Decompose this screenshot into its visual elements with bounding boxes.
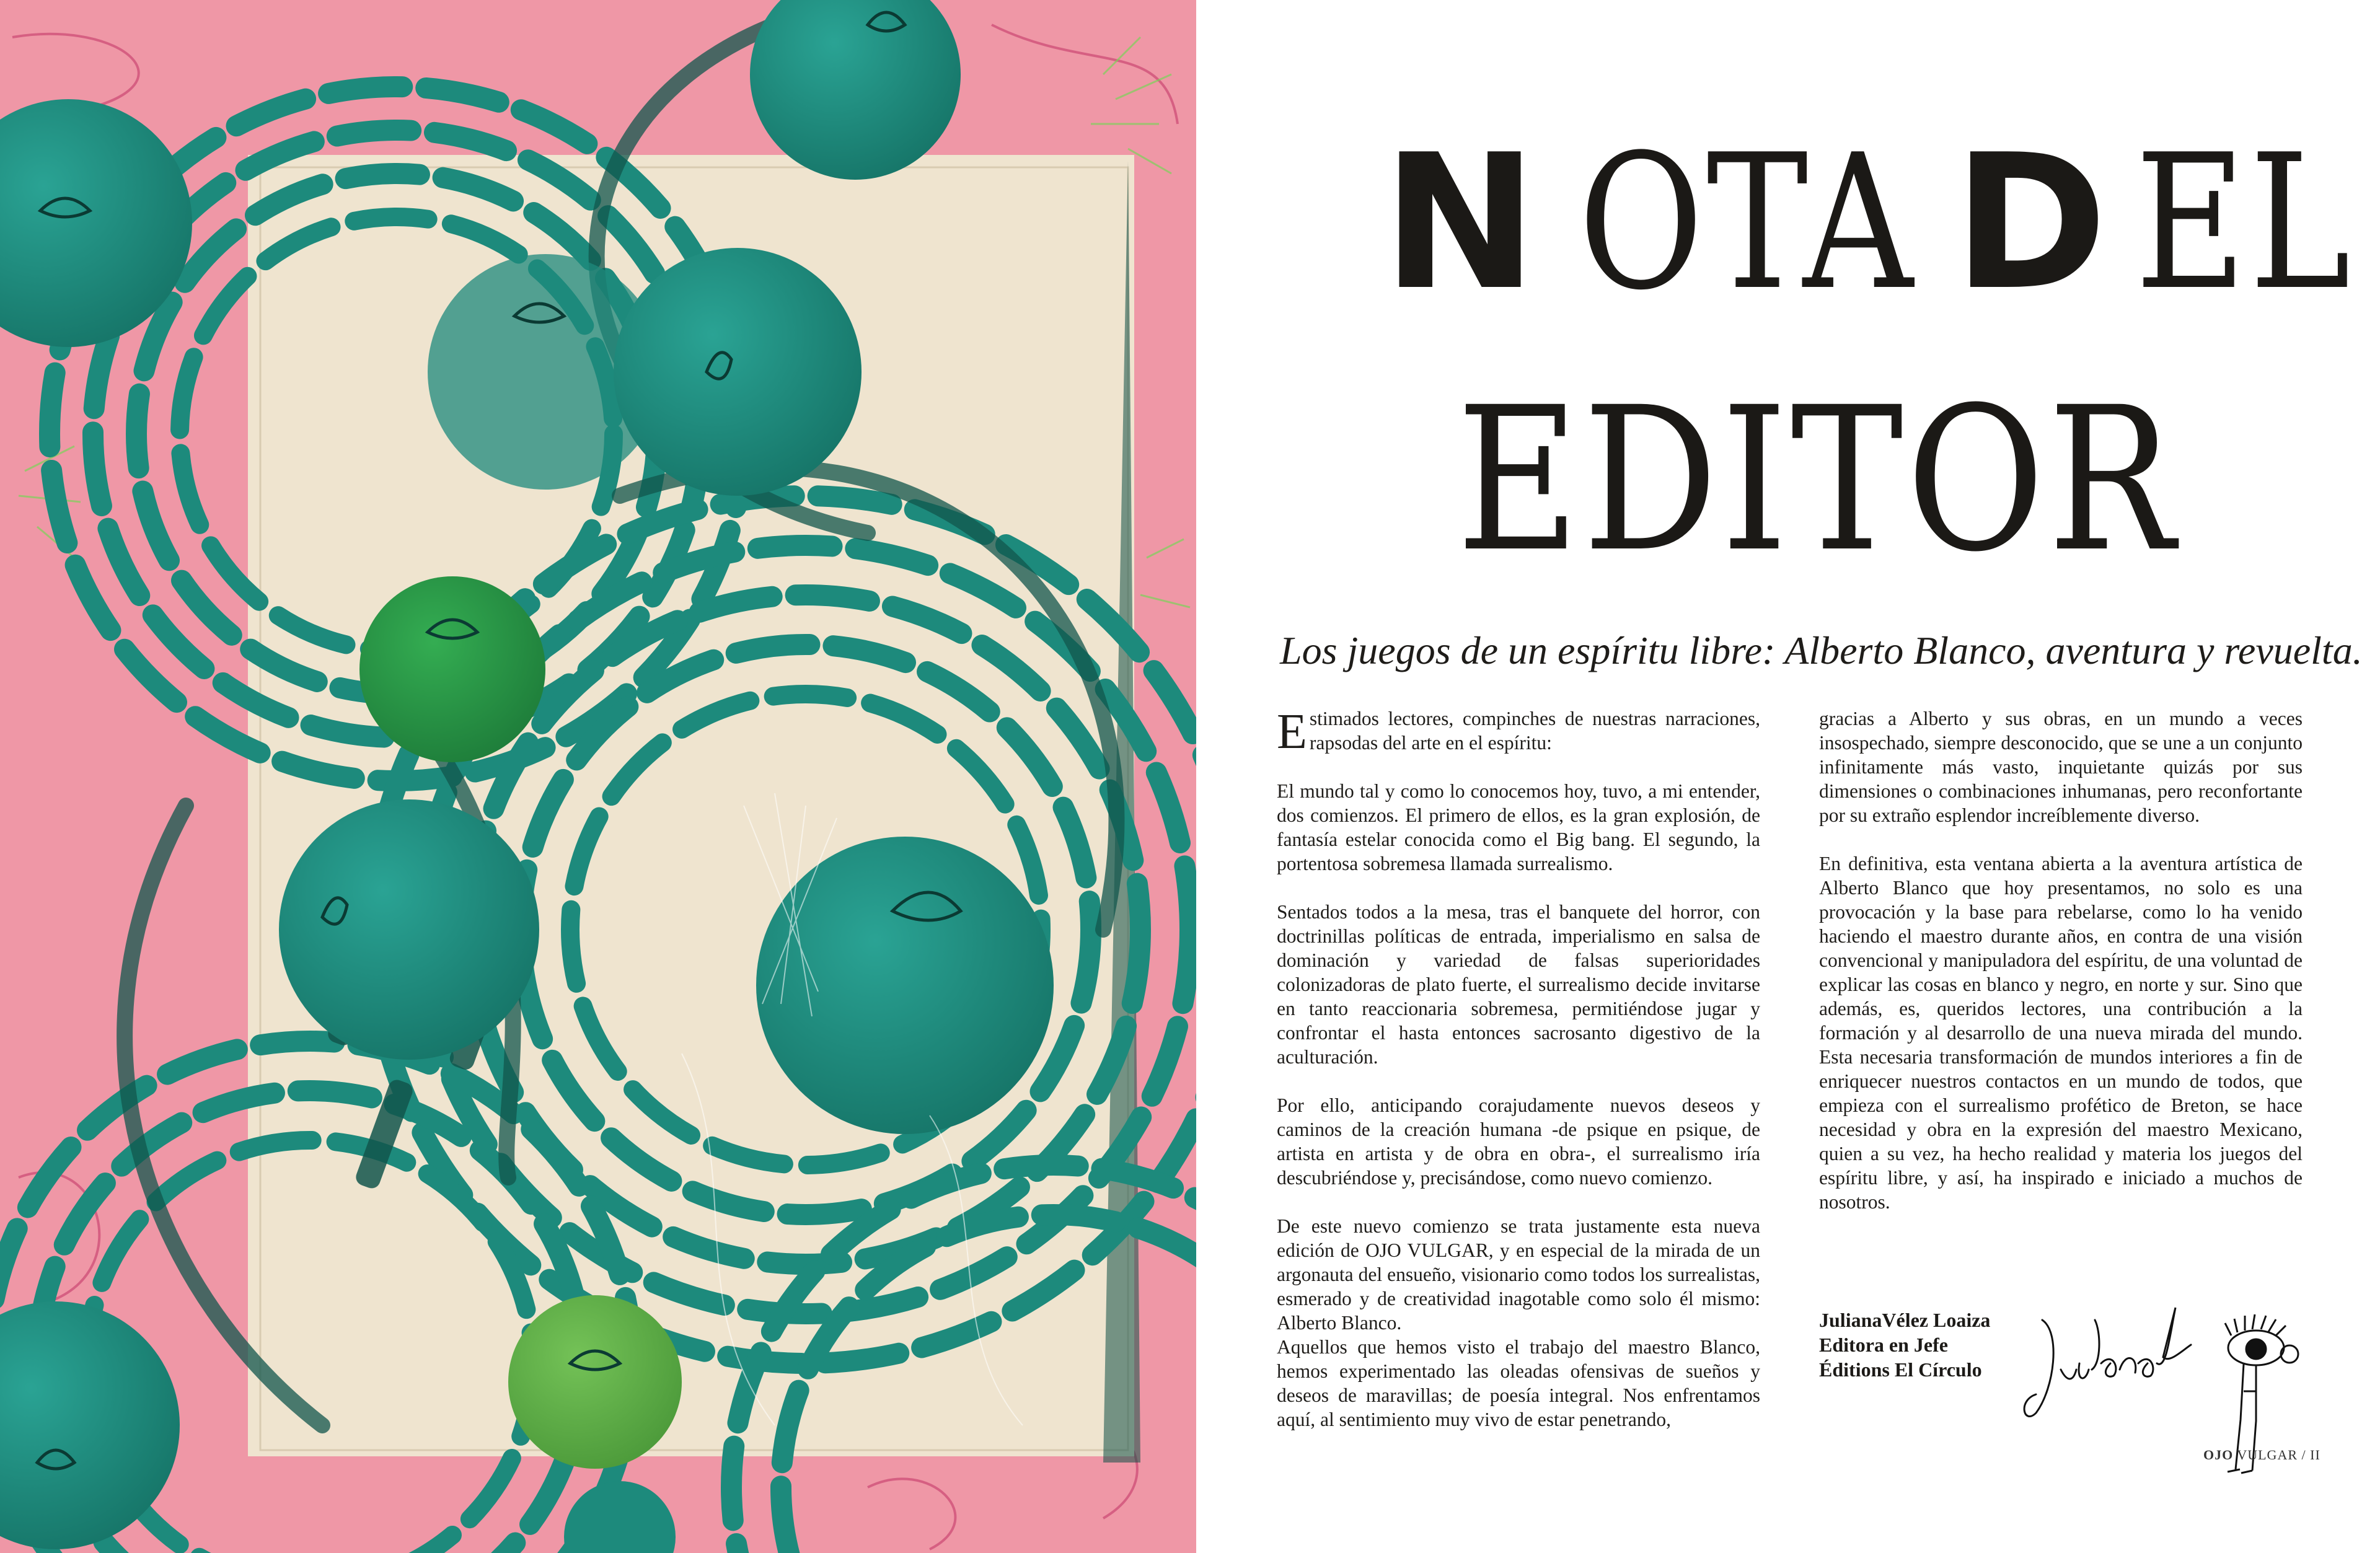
drop-cap: E — [1277, 705, 1307, 759]
publisher-name: Éditions El Círculo — [1819, 1358, 1982, 1381]
paragraph: Sentados todos a la mesa, tras el banquete del horror, con doctrinillas políticas de entrada, imperialismo en salsa de dominación y variedad de falsas superioridades colonizadoras de plato fuerte, el surrealismo decide invitarse en tanto reaccionaria sobremesa, permitiéndose jugar y confrontar el hasta entonces sacrosanto digestivo de la aculturación. — [1277, 901, 1760, 1068]
paragraph: De este nuevo comienzo se trata justamente esta nueva edición de OJO VULGAR, y en especial de la mirada de un argonauta del ensueño, visionario como todos los surrealistas, esmerado y de creatividad inagotable como solo él mismo: Alberto Blanco. — [1277, 1215, 1760, 1334]
author-name: JulianaVélez Loaiza — [1819, 1309, 1991, 1331]
page-title-line-2 — [1457, 365, 2305, 596]
paragraph: En definitiva, esta ventana abierta a la aventura artística de Alberto Blanco que hoy presentamos, no solo es una provocación y la base para rebelarse, como lo ha venido haciendo el maestro durante años, en contra de una visión convencional y manipuladora del espíritu, de una voluntad de explicar las cosas en blanco y negro, en norte y sur. Sino que además, es, queridos lectores, una contribución a la formación y al desarrollo de una nueva mirada del mundo. Esta necesaria transformación de mundos interiores a fin de enriquecer nuestros contactos en un mundo de todos, que empieza con el surrealismo profético de Breton, se hace necesidad y obra en la expresión del maestro Mexicano, quien a su vez, ha hecho realidad y materia los juegos del espíritu libre, y así, ha inspirado e iniciado a muchos de nosotros. — [1819, 853, 2303, 1213]
text-column-1 — [1277, 706, 1760, 1432]
page-title-line-1 — [1382, 115, 2378, 331]
paragraph: El mundo tal y como lo conocemos hoy, tuvo, a mi entender, dos comienzos. El primero de ellos, es la gran explosión, de fantasía estelar conocida como el Big bang. El segundo, la portentosa sobremesa llamada surrealismo. — [1277, 780, 1760, 874]
folio-magazine: VULGAR / — [2233, 1447, 2311, 1463]
paragraph — [1277, 705, 1760, 759]
author-role: Editora en Jefe — [1819, 1334, 1948, 1356]
title-word-editor: EDITOR — [1457, 365, 2178, 596]
paragraph: Aquellos que hemos visto el trabajo del maestro Blanco, hemos experimentado las oleadas ofensivas de sueños y deseos de maravillas; de poesía integral. Nos enfrentamos aquí, al sentimiento muy vivo de estar penetrando, — [1277, 1336, 1760, 1430]
light-green-circle — [508, 1295, 682, 1469]
paragraph: Por ello, anticipando corajudamente nuevos deseos y caminos de la creación humana -de psique en psique, de artista en artista y de obra en obra-, el surrealismo iría descubriéndose y, precisándose, como nuevo comienzo. — [1277, 1094, 1760, 1189]
text-column-2 — [1819, 706, 2303, 1238]
handwritten-signature — [2017, 1295, 2203, 1438]
green-circle — [359, 576, 545, 762]
editorial-page — [1196, 0, 2380, 1553]
paragraph-text: stimados lectores, compinches de nuestras narraciones, rapsodas del arte en el espíritu: — [1309, 708, 1760, 754]
title-word-nota: OTA — [1578, 115, 1916, 331]
signature-block — [1819, 1308, 2017, 1382]
folio-magazine-bold: OJO — [2203, 1447, 2234, 1463]
paragraph: gracias a Alberto y sus obras, en un mundo a veces insospechado, siempre desconocido, que se une a un conjunto infinitamente más vasto, inquietante quizás por sus dimensiones o combinaciones inhumanas, pero reconfortante por su extraño esplendor increíblemente diverso. — [1819, 708, 2303, 826]
folio-page-number: II — [2310, 1447, 2320, 1463]
page-folio — [2203, 1447, 2320, 1463]
title-letter-d: D — [1953, 115, 2112, 331]
title-word-el: EL — [2135, 115, 2354, 331]
title-letter-n: N — [1382, 115, 1542, 331]
article-subtitle: Los juegos de un espíritu libre: Alberto Blanco, aventura y revuelta. — [1280, 628, 2363, 672]
